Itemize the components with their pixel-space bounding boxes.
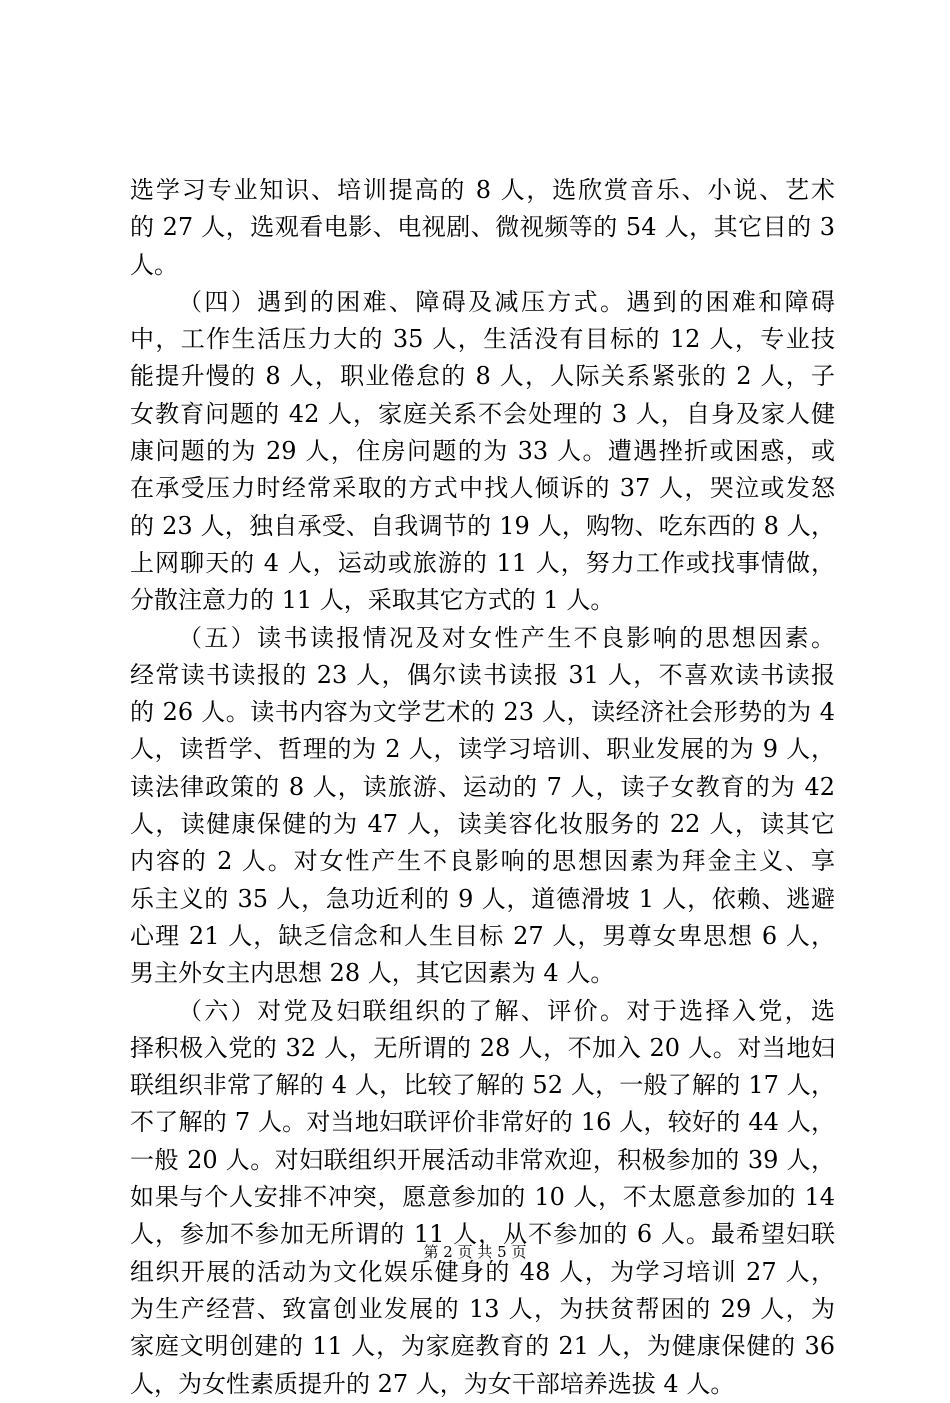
text-line: 心理 21 人，缺乏信念和人生目标 27 人，男尊女卑思想 6 人， <box>130 921 835 950</box>
text-line: 选学习专业知识、培训提高的 8 人，选欣赏音乐、小说、艺术 <box>130 176 835 204</box>
text-line: 的 26 人。读书内容为文学艺术的 23 人，读经济社会形势的为 4 <box>130 698 835 727</box>
text-line: 康问题的为 29 人，住房问题的为 33 人。遭遇挫折或困惑，或 <box>130 437 835 466</box>
text-line: 乐主义的 35 人，急功近利的 9 人，道德滑坡 1 人，依赖、逃避 <box>130 884 835 913</box>
text-line: 的 27 人，选观看电影、电视剧、微视频等的 54 人，其它目的 3 <box>130 213 835 242</box>
text-line: 能提升慢的 8 人，职业倦怠的 8 人，人际关系紧张的 2 人，子 <box>130 362 835 391</box>
text-line: （四）遇到的困难、障碍及减压方式。遇到的困难和障碍 <box>178 287 835 316</box>
text-line: 的 23 人，独自承受、自我调节的 19 人，购物、吃东西的 8 人， <box>130 511 835 540</box>
text-line: 内容的 2 人。对女性产生不良影响的思想因素为拜金主义、享 <box>130 847 835 876</box>
text-line: 择积极入党的 32 人，无所谓的 28 人，不加入 20 人。对当地妇 <box>130 1033 835 1062</box>
text-line: 人，读哲学、哲理的为 2 人，读学习培训、职业发展的为 9 人， <box>130 735 835 764</box>
text-line: 联组织非常了解的 4 人，比较了解的 52 人，一般了解的 17 人， <box>130 1071 835 1100</box>
text-line: 家庭文明创建的 11 人，为家庭教育的 21 人，为健康保健的 36 <box>130 1332 835 1361</box>
text-line: 分散注意力的 11 人，采取其它方式的 1 人。 <box>130 586 615 615</box>
text-line: 如果与个人安排不冲突，愿意参加的 10 人，不太愿意参加的 14 <box>130 1183 835 1212</box>
text-line: 组织开展的活动为文化娱乐健身的 48 人，为学习培训 27 人， <box>130 1257 835 1286</box>
text-line: （五）读书读报情况及对女性产生不良影响的思想因素。 <box>178 623 835 652</box>
text-line: 一般 20 人。对妇联组织开展活动非常欢迎，积极参加的 39 人， <box>130 1145 835 1174</box>
text-line: 经常读书读报的 23 人，偶尔读书读报 31 人，不喜欢读书读报 <box>130 660 835 689</box>
text-line: 不了解的 7 人。对当地妇联评价非常好的 16 人，较好的 44 人， <box>130 1108 835 1137</box>
text-line: 读法律政策的 8 人，读旅游、运动的 7 人，读子女教育的为 42 <box>130 772 835 801</box>
text-line: 上网聊天的 4 人，运动或旅游的 11 人，努力工作或找事情做， <box>130 548 835 577</box>
text-line: （六）对党及妇联组织的了解、评价。对于选择入党，选 <box>178 996 835 1025</box>
text-line: 中，工作生活压力大的 35 人，生活没有目标的 12 人，专业技 <box>130 325 835 354</box>
text-line: 人，参加不参加无所谓的 11 人，从不参加的 6 人。最希望妇联 <box>130 1220 835 1249</box>
text-line: 人，读健康保健的为 47 人，读美容化妆服务的 22 人，读其它 <box>130 810 835 839</box>
page-footer: 第 2 页 共 5 页 <box>423 1243 527 1261</box>
text-line: 人，为女性素质提升的 27 人，为女干部培养选拔 4 人。 <box>130 1369 735 1398</box>
document-body <box>130 172 835 1403</box>
text-line: 为生产经营、致富创业发展的 13 人，为扶贫帮困的 29 人，为 <box>130 1294 835 1323</box>
text-line: 人。 <box>130 250 178 279</box>
text-line: 女教育问题的 42 人，家庭关系不会处理的 3 人，自身及家人健 <box>130 399 835 428</box>
text-line: 在承受压力时经常采取的方式中找人倾诉的 37 人，哭泣或发怒 <box>130 474 835 503</box>
text-line: 男主外女主内思想 28 人，其它因素为 4 人。 <box>130 959 615 988</box>
